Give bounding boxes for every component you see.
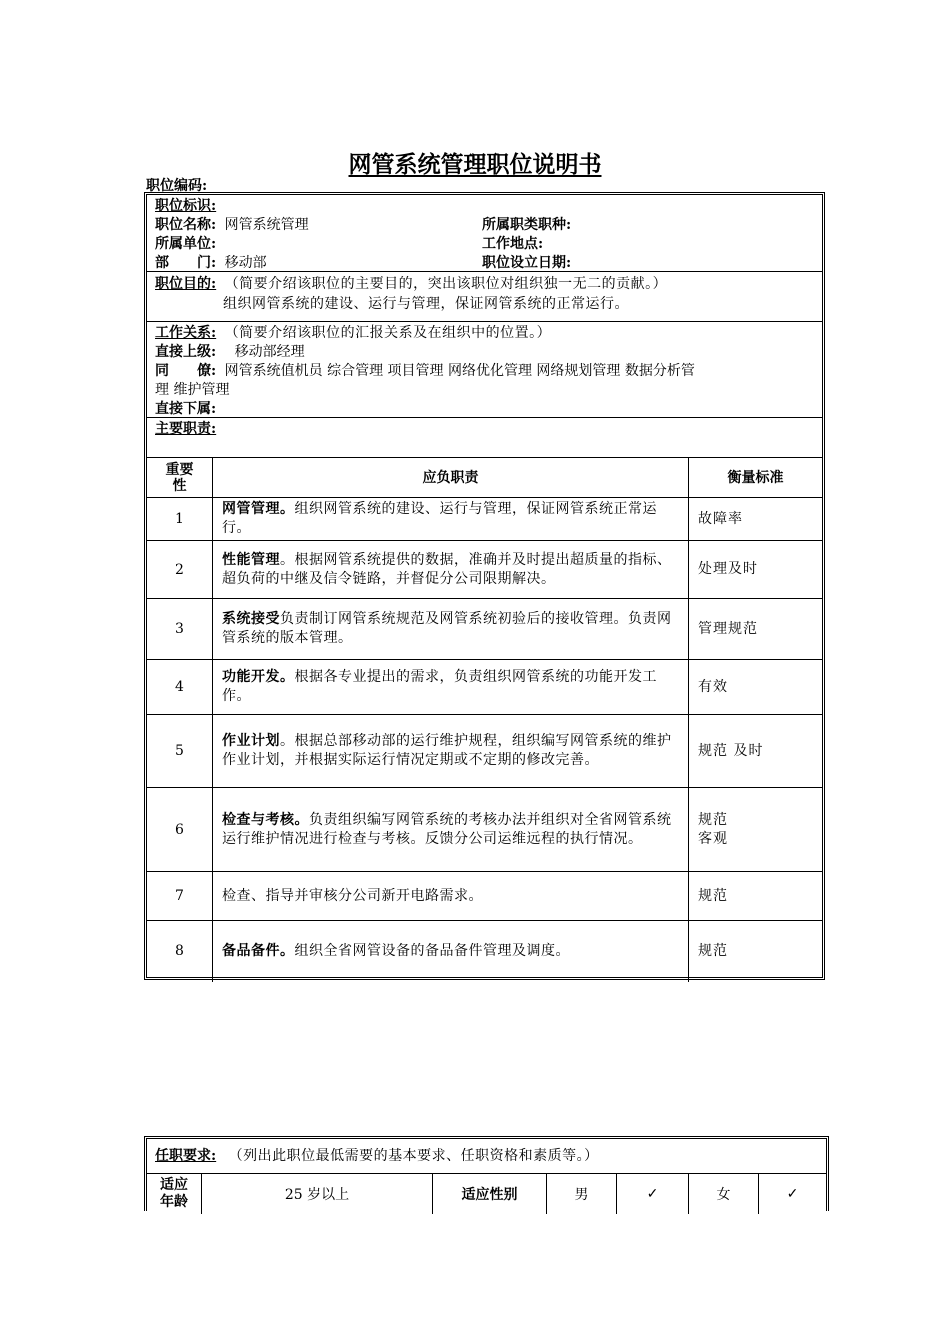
category-label: 所属职类职种:	[482, 217, 572, 233]
age-value: 25 岁以上	[202, 1174, 433, 1215]
row-duty: 检查与考核。负责组织编写网管系统的考核办法并组织对全省网管系统运行维护情况进行检查与考核。反馈分公司运维远程的执行情况。	[213, 788, 689, 872]
female-check-icon: ✓	[759, 1174, 827, 1215]
row-index: 2	[147, 541, 213, 599]
duties-table	[147, 457, 822, 982]
header-standard: 衡量标准	[689, 458, 823, 498]
name-value: 网管系统管理	[224, 217, 309, 233]
female-label: 女	[689, 1174, 759, 1215]
requirements-hint: （列出此职位最低需要的基本要求、任职资格和素质等。）	[228, 1148, 599, 1164]
name-row	[155, 216, 309, 234]
row-index: 5	[147, 715, 213, 788]
table-header-row	[147, 458, 822, 498]
row-duty: 功能开发。根据各专业提出的需求，负责组织网管系统的功能开发工作。	[213, 660, 689, 715]
row-duty: 备品备件。组织全省网管设备的备品备件管理及调度。	[213, 921, 689, 982]
table-row	[147, 921, 822, 982]
superior-row	[155, 343, 305, 361]
row-duty: 性能管理。根据网管系统提供的数据，准确并及时提出超质量的指标、超负荷的中继及信令链路，并督促分公司限期解决。	[213, 541, 689, 599]
requirements-box	[144, 1136, 829, 1211]
peer-value-continued: 理 维护管理	[155, 382, 230, 398]
purpose-row	[155, 275, 667, 293]
dept-label: 部 门:	[155, 255, 217, 271]
row-index: 6	[147, 788, 213, 872]
gender-label: 适应性别	[433, 1174, 547, 1215]
superior-value: 移动部经理	[234, 344, 305, 360]
name-label: 职位名称:	[155, 217, 217, 233]
row-standard: 故障率	[689, 498, 823, 541]
table-row	[147, 660, 822, 715]
row-index: 1	[147, 498, 213, 541]
row-duty: 检查、指导并审核分公司新开电路需求。	[213, 872, 689, 921]
table-row	[147, 599, 822, 660]
divider	[147, 271, 822, 272]
row-standard: 有效	[689, 660, 823, 715]
row-index: 7	[147, 872, 213, 921]
row-index: 8	[147, 921, 213, 982]
row-standard: 规范	[689, 921, 823, 982]
row-duty: 系统接受负责制订网管系统规范及网管系统初验后的接收管理。负责网管系统的版本管理。	[213, 599, 689, 660]
relations-label: 工作关系:	[155, 325, 217, 341]
row-standard: 规范 及时	[689, 715, 823, 788]
duties-label: 主要职责:	[155, 421, 217, 437]
position-code-label: 职位编码:	[146, 178, 208, 194]
peer-row	[155, 362, 695, 380]
subordinate-label: 直接下属:	[155, 401, 217, 417]
header-duty: 应负职责	[213, 458, 689, 498]
row-standard: 规范	[689, 872, 823, 921]
dept-value: 移动部	[224, 255, 267, 271]
table-row	[147, 715, 822, 788]
location-label: 工作地点:	[482, 236, 544, 252]
divider	[147, 417, 822, 418]
table-row	[147, 498, 822, 541]
identification-header: 职位标识:	[155, 198, 217, 214]
document-title: 网管系统管理职位说明书	[348, 151, 602, 178]
male-label: 男	[547, 1174, 617, 1215]
header-importance: 重要 性	[147, 458, 213, 498]
requirements-table	[147, 1173, 826, 1214]
table-row	[147, 788, 822, 872]
purpose-text: 组织网管系统的建设、运行与管理，保证网管系统的正常运行。	[223, 296, 629, 312]
relations-hint: （简要介绍该职位的汇报关系及在组织中的位置。）	[224, 325, 552, 341]
divider	[147, 321, 822, 322]
age-label: 适应 年龄	[147, 1174, 202, 1215]
row-index: 3	[147, 599, 213, 660]
peer-value: 网管系统值机员 综合管理 项目管理 网络优化管理 网络规划管理 数据分析管	[224, 363, 695, 379]
job-description-box	[144, 192, 825, 980]
table-row	[147, 872, 822, 921]
unit-label: 所属单位:	[155, 236, 217, 252]
requirements-row	[155, 1147, 599, 1165]
dept-row	[155, 254, 267, 272]
purpose-label: 职位目的:	[155, 276, 217, 292]
table-row	[147, 541, 822, 599]
row-standard: 规范 客观	[689, 788, 823, 872]
row-standard: 处理及时	[689, 541, 823, 599]
row-duty: 网管管理。组织网管系统的建设、运行与管理，保证网管系统正常运行。	[213, 498, 689, 541]
relations-row	[155, 324, 551, 342]
male-check-icon: ✓	[617, 1174, 689, 1215]
row-duty: 作业计划。根据总部移动部的运行维护规程，组织编写网管系统的维护作业计划，并根据实际运行情况定期或不定期的修改完善。	[213, 715, 689, 788]
peer-label: 同 僚:	[155, 363, 217, 379]
superior-label: 直接上级:	[155, 344, 217, 360]
purpose-hint: （简要介绍该职位的主要目的，突出该职位对组织独一无二的贡献。）	[224, 276, 668, 292]
requirements-label: 任职要求:	[155, 1148, 217, 1164]
row-standard: 管理规范	[689, 599, 823, 660]
date-label: 职位设立日期:	[482, 255, 572, 271]
row-index: 4	[147, 660, 213, 715]
